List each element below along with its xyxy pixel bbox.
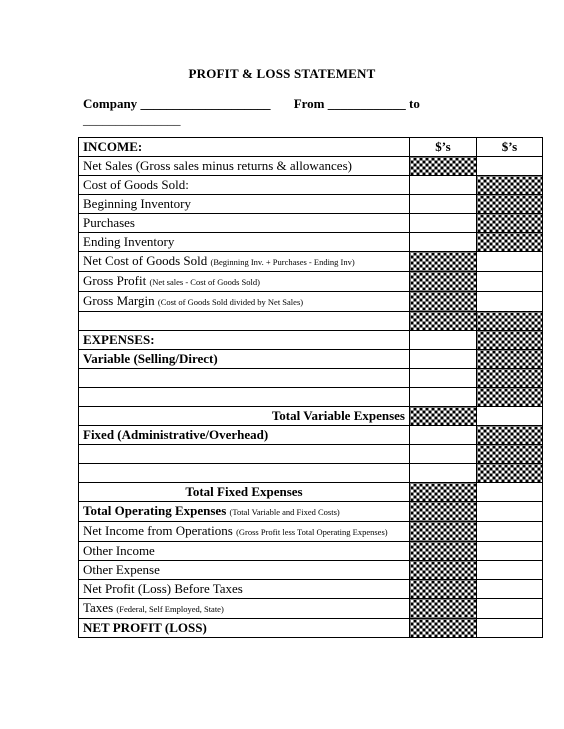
- shaded-cell: [477, 388, 543, 407]
- expenses-header: EXPENSES:: [79, 331, 410, 350]
- table-row: [79, 561, 543, 580]
- net-cogs-note: (Beginning Inv. + Purchases - Ending Inv): [210, 257, 355, 267]
- beginning-inventory-label: Beginning Inventory: [79, 195, 410, 214]
- amount-cell[interactable]: [410, 445, 477, 464]
- other-expense-label: Other Expense: [79, 561, 410, 580]
- to-blank[interactable]: _______________: [83, 112, 181, 127]
- table-row: [79, 292, 543, 312]
- shaded-cell: [410, 483, 477, 502]
- amount-cell[interactable]: [410, 214, 477, 233]
- amount-cell[interactable]: [410, 350, 477, 369]
- shaded-cell: [410, 312, 477, 331]
- total-variable-label: Total Variable Expenses: [79, 407, 410, 426]
- net-sales-label: Net Sales (Gross sales minus returns & allowances): [79, 157, 410, 176]
- page-title: PROFIT & LOSS STATEMENT: [188, 66, 376, 81]
- shaded-cell: [410, 619, 477, 638]
- amount-cell[interactable]: [410, 369, 477, 388]
- total-operating-label: [79, 502, 410, 522]
- amount-cell[interactable]: [477, 599, 543, 619]
- amount-cell[interactable]: [410, 388, 477, 407]
- table-header-row: [79, 138, 543, 157]
- shaded-cell: [477, 464, 543, 483]
- gross-margin-text: Gross Margin: [83, 293, 155, 308]
- total-fixed-label: Total Fixed Expenses: [79, 483, 410, 502]
- table-row: [79, 619, 543, 638]
- to-label: to: [409, 96, 420, 111]
- taxes-text: Taxes: [83, 600, 114, 615]
- amount-cell[interactable]: [410, 426, 477, 445]
- shaded-cell: [410, 580, 477, 599]
- amount-cell[interactable]: [410, 176, 477, 195]
- table-row: [79, 445, 543, 464]
- shaded-cell: [410, 407, 477, 426]
- to-line: [83, 112, 181, 128]
- col-header-1: $’s: [410, 138, 477, 157]
- shaded-cell: [410, 502, 477, 522]
- net-income-ops-text: Net Income from Operations: [83, 523, 233, 538]
- shaded-cell: [477, 195, 543, 214]
- amount-cell[interactable]: [477, 542, 543, 561]
- table-row: [79, 195, 543, 214]
- blank-line[interactable]: [79, 464, 410, 483]
- shaded-cell: [410, 599, 477, 619]
- table-row: [79, 233, 543, 252]
- table-row: [79, 252, 543, 272]
- other-income-label: Other Income: [79, 542, 410, 561]
- total-operating-note: (Total Variable and Fixed Costs): [229, 507, 340, 517]
- shaded-cell: [410, 292, 477, 312]
- net-cogs-text: Net Cost of Goods Sold: [83, 253, 208, 268]
- shaded-cell: [477, 369, 543, 388]
- amount-cell[interactable]: [477, 619, 543, 638]
- amount-cell[interactable]: [477, 502, 543, 522]
- amount-cell[interactable]: [477, 561, 543, 580]
- shaded-cell: [477, 331, 543, 350]
- profit-loss-table: [78, 137, 543, 638]
- shaded-cell: [477, 426, 543, 445]
- net-income-ops-note: (Gross Profit less Total Operating Expenses): [236, 527, 388, 537]
- amount-cell[interactable]: [477, 292, 543, 312]
- table-row: [79, 272, 543, 292]
- net-income-ops-label: [79, 522, 410, 542]
- ending-inventory-label: Ending Inventory: [79, 233, 410, 252]
- shaded-cell: [410, 272, 477, 292]
- table-row: [79, 426, 543, 445]
- shaded-cell: [410, 522, 477, 542]
- amount-cell[interactable]: [477, 407, 543, 426]
- amount-cell[interactable]: [477, 483, 543, 502]
- net-profit-label: NET PROFIT (LOSS): [79, 619, 410, 638]
- cogs-label: Cost of Goods Sold:: [79, 176, 410, 195]
- shaded-cell: [477, 350, 543, 369]
- amount-cell[interactable]: [410, 233, 477, 252]
- table-row: [79, 483, 543, 502]
- amount-cell[interactable]: [477, 157, 543, 176]
- table-row: [79, 312, 543, 331]
- blank-line[interactable]: [79, 369, 410, 388]
- blank-label: [79, 312, 410, 331]
- table-row: [79, 350, 543, 369]
- income-header: INCOME:: [79, 138, 410, 157]
- amount-cell[interactable]: [477, 272, 543, 292]
- table-row: [79, 157, 543, 176]
- purchases-label: Purchases: [79, 214, 410, 233]
- table-row: [79, 522, 543, 542]
- table-row: [79, 331, 543, 350]
- table-row: [79, 599, 543, 619]
- from-blank[interactable]: ____________: [327, 96, 406, 111]
- table-row: [79, 369, 543, 388]
- amount-cell[interactable]: [410, 464, 477, 483]
- net-profit-before-taxes-label: Net Profit (Loss) Before Taxes: [79, 580, 410, 599]
- total-operating-text: Total Operating Expenses: [83, 503, 227, 518]
- shaded-cell: [410, 542, 477, 561]
- col-header-2: $’s: [477, 138, 543, 157]
- net-cogs-label: [79, 252, 410, 272]
- amount-cell[interactable]: [477, 580, 543, 599]
- taxes-label: [79, 599, 410, 619]
- shaded-cell: [410, 252, 477, 272]
- variable-expenses-label: Variable (Selling/Direct): [79, 350, 410, 369]
- gross-margin-note: (Cost of Goods Sold divided by Net Sales): [157, 297, 304, 307]
- gross-profit-note: (Net sales - Cost of Goods Sold): [149, 277, 260, 287]
- gross-profit-text: Gross Profit: [83, 273, 147, 288]
- gross-margin-label: [79, 292, 410, 312]
- gross-profit-label: [79, 272, 410, 292]
- fixed-expenses-label: Fixed (Administrative/Overhead): [79, 426, 410, 445]
- shaded-cell: [477, 445, 543, 464]
- amount-cell[interactable]: [410, 195, 477, 214]
- shaded-cell: [410, 561, 477, 580]
- shaded-cell: [477, 176, 543, 195]
- shaded-cell: [477, 233, 543, 252]
- shaded-cell: [410, 157, 477, 176]
- table-row: [79, 542, 543, 561]
- table-row: [79, 464, 543, 483]
- taxes-note: (Federal, Self Employed, State): [116, 604, 224, 614]
- table-row: [79, 388, 543, 407]
- blank-line[interactable]: [79, 388, 410, 407]
- table-row: [79, 502, 543, 522]
- from-label: From: [293, 96, 325, 111]
- company-blank[interactable]: ____________________: [140, 96, 271, 111]
- company-line: [83, 96, 420, 112]
- amount-cell[interactable]: [410, 331, 477, 350]
- table-row: [79, 214, 543, 233]
- table-row: [79, 580, 543, 599]
- shaded-cell: [477, 214, 543, 233]
- table-row: [79, 407, 543, 426]
- shaded-cell: [477, 312, 543, 331]
- blank-line[interactable]: [79, 445, 410, 464]
- company-label: Company: [83, 96, 138, 111]
- amount-cell[interactable]: [477, 252, 543, 272]
- table-row: [79, 176, 543, 195]
- amount-cell[interactable]: [477, 522, 543, 542]
